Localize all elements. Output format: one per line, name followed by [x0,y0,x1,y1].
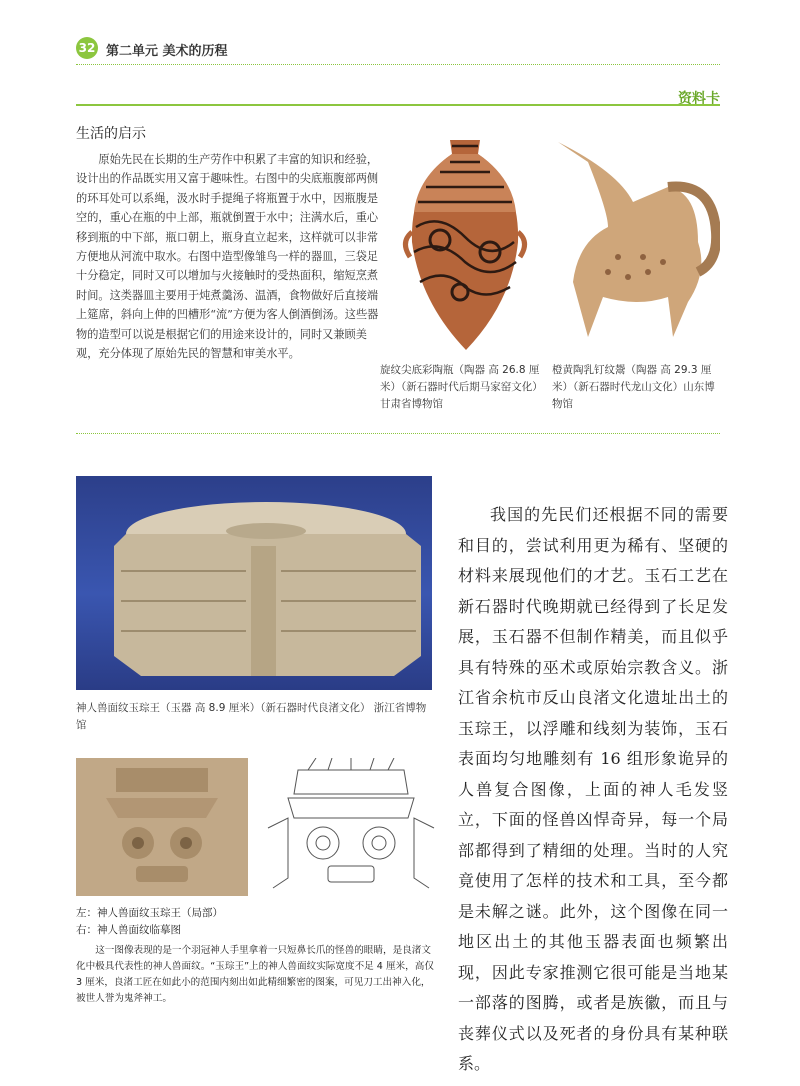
vase-caption: 旋纹尖底彩陶瓶（陶器 高 26.8 厘米）（新石器时代后期马家窑文化）甘肃省博物馆 [380,364,540,410]
card-paragraph: 原始先民在长期的生产劳作中积累了丰富的知识和经验，设计出的作品既实用又富于趣味性。右图中的尖底瓶腹部两侧的环耳处可以系绳，汲水时手提绳子将瓶置于水中，因瓶腹是空的，重心在瓶的中上部，瓶就倒置于水中；注满水后，重心移到瓶的中下部，瓶口朝上，瓶身直立起来，这样就可以非常方便地从河流中取水。右图中造型像雏鸟一样的器皿，三袋足十分稳定，同时又可以增加与火接触时的受热面积，缩短烹煮时间。这类器皿主要用于炖煮羹汤、温酒，食物做好后直接端上筵席，斜向上伸的凹槽形“流”方便为客人倒酒倒汤。这些器物的造型可以说是根据它们的用途来设计的，同时又兼顾美观，充分体现了原始先民的智慧和审美水平。 [76,153,379,361]
page-number: 32 [76,37,98,59]
jade-cong-image [76,476,432,690]
unit-title: 第二单元 美术的历程 [106,44,228,59]
header-divider [76,64,720,65]
line-drawing-image [258,758,444,896]
carving-detail-image [76,758,248,896]
info-card-label: 资料卡 [678,91,720,107]
gui-vessel-image [548,132,720,346]
card-title: 生活的启示 [76,126,146,142]
gui-caption: 橙黄陶乳钉纹鬶（陶器 高 29.3 厘米）（新石器时代龙山文化）山东博物馆 [552,364,715,410]
card-bottom-divider [76,433,720,434]
jade-caption: 神人兽面纹玉琮王（玉器 高 8.9 厘米）（新石器时代良渚文化） 浙江省博物馆 [76,702,427,731]
main-body-text: 我国的先民们还根据不同的需要和目的，尝试利用更为稀有、坚硬的材料来展现他们的才艺。玉石工艺在新石器时代晚期就已经得到了长足发展，玉石器不但制作精美，而且似乎具有特殊的巫术或原始宗教含义。浙江省余杭市反山良渚文化遗址出土的玉琮王，以浮雕和线刻为装饰，玉石表面均匀地雕刻有 16 组形象诡异的人兽复合图像，上面的神人毛发竖立，下面的怪兽凶悍奇异，每一个局部都得到了精细的处理。当时的人究竟使用了怎样的技术和工具，至今都是未解之谜。此外，这个图像在同一地区出土的其他玉器表面也频繁出现，因此专家推测它很可能是当地某一部落的图腾，或者是族徽，而且与丧葬仪式以及死者的身份具有某种联系。 [458,505,728,1073]
painted-vase-image [400,132,530,354]
detail-description: 这一图像表现的是一个羽冠神人手里拿着一只短鼻长爪的怪兽的眼睛，是良渚文化中极具代表性的神人兽面纹。“玉琮王”上的神人兽面纹实际宽度不足 4 厘米，高仅 3 厘米，良渚工匠在如此小的范围内刻出如此精细繁密的图案，可见刀工出神入化，被世人誉为鬼斧神工。 [76,945,434,1004]
detail-caption-right: 右：神人兽面纹临摹图 [76,924,181,936]
detail-caption-left: 左：神人兽面纹玉琮王（局部） [76,907,223,919]
info-card-rule [76,104,720,106]
